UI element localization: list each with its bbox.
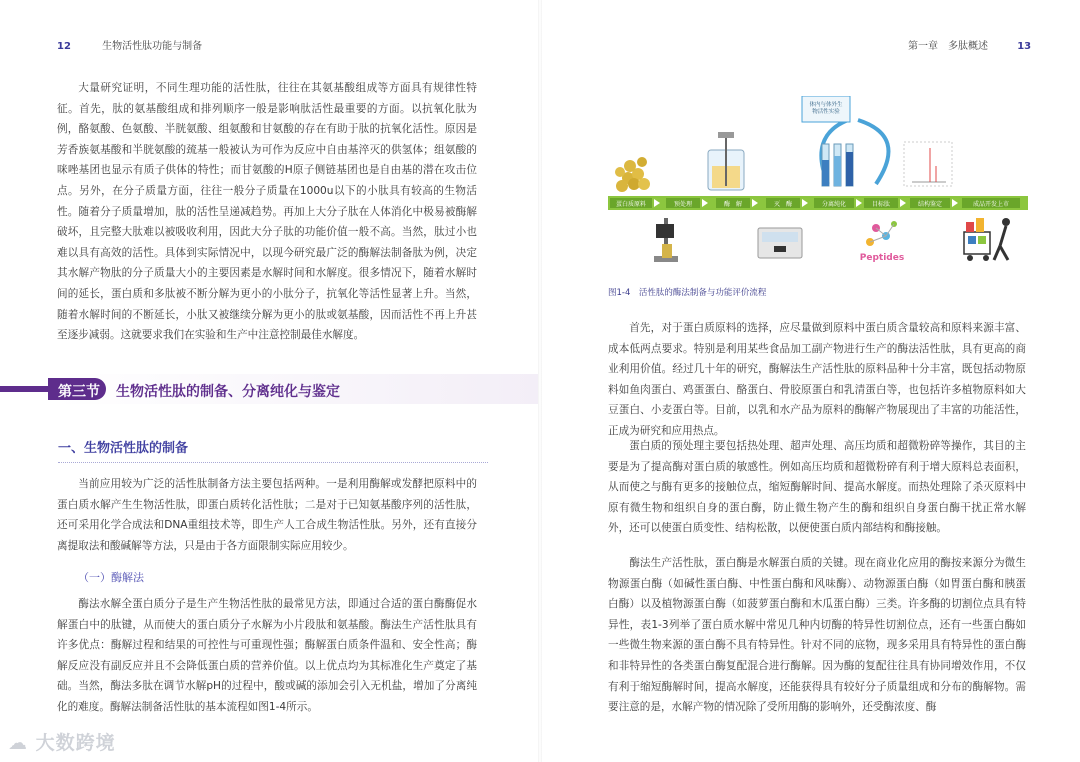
flow-step-label: 分离纯化 [821,201,847,208]
flow-step-label: 成品开发上市 [972,201,1010,208]
left-running-header [57,37,202,52]
right-paragraph-2: 蛋白质的预处理主要包括热处理、超声处理、高压均质和超微粉碎等操作，其目的主要是为了提高酶对蛋白质的敏感性。例如高压均质和超微粉碎有利于增大原料总表面积，从而使之与酶有更多的接触位点，缩短酶解时间、提高水解度。而热处理除了杀灭原料中原有微生物和组织自身的蛋白酶，防止微生物产生的酶和组织自身蛋白酶干扰正常水解外，还可以使蛋白质变性、结构松散，以便使蛋白质内部结构和酶接触。 [608,440,1026,535]
purification-columns-icon [822,144,853,186]
right-paragraph-3: 酶法生产活性肽，蛋白酶是水解蛋白质的关键。现在商业化应用的酶按来源分为微生物源蛋白酶（如碱性蛋白酶、中性蛋白酶和风味酶）、动物源蛋白酶（如胃蛋白酶和胰蛋白酶）以及植物源蛋白酶（如菠萝蛋白酶和木瓜蛋白酶）三类。许多酶的切割位点具有特异性，表1-3列举了蛋白质水解中常见几种内切酶的特异性切割位点，还有一些蛋白酶如一些微生物来源的蛋白酶不具有特异性。针对不同的底物，现多采用具有特异性的蛋白酶和非特异性的各类蛋白酶复配混合进行酶解。因为酶的复配往往具有协同增效作用，不仅有利于缩短酶解时间，提高水解度，还能获得具有较好分子质量组成和分布的酶解物。需要注意的是，水解产物的情况除了受所用酶的影响外，还受酶浓度、酶 [608,557,1026,714]
left-paragraph-2: 当前应用较为广泛的活性肽制备方法主要包括两种。一是利用酶解或发酵把原料中的蛋白质水解产生生物活性肽，即蛋白质转化活性肽；二是对于已知氨基酸序列的活性肽，还可采用化学合成法和DNA重组技术等，即生产人工合成生物活性肽。另外，还有直接分离提取法和酸碱解等方法，只是由于各方面限制实际应用较少。 [57,478,477,552]
soybean-icon [615,157,650,192]
flow-step-label: 目标肽 [871,201,891,208]
flow-step-label: 结构鉴定 [917,201,943,208]
right-header-title: 第一章 多肽概述 [908,41,988,52]
products-cart-icon [964,218,1010,261]
flow-step-label: 灭 酶 [773,201,793,208]
heading-2: 一、生物活性肽的制备 [58,437,488,463]
spectrum-chart-icon [904,142,952,186]
left-header-title: 生物活性肽功能与制备 [102,41,203,52]
loop-arrow-right [858,120,888,184]
section-title: 生物活性肽的制备、分离纯化与鉴定 [116,384,340,400]
water-bath-icon [758,228,802,258]
watermark-logo-icon: ☁ [8,732,28,754]
left-paragraph-1: 大量研究证明，不同生理功能的活性肽，往往在其氨基酸组成等方面具有规律性特征。首先，肽的氨基酸组成和排列顺序一般是影响肽活性最重要的方面。以抗氧化肽为例，酪氨酸、色氨酸、半胱氨酸、组氨酸和甘氨酸的存在有助于肽的抗氧化活性。原因是芳香族氨基酸和半胱氨酸的巯基一般被认为可作为反应中自由基淬灭的供氢体；组氨酸的咪唑基团也显示有质子供体的特性；而甘氨酸的H原子侧链基团也是自由基的潜在攻击位点。另外，在分子质量方面，往往一般分子质量在1000u以下的小肽具有较高的生物活性。随着分子质量增加，肽的活性呈递减趋势。再加上大分子肽在人体消化中极易被酶解破坏，且完整大肽难以被吸收利用，因此大分子肽的功能价值一般不高。当然，肽过小也难以具有高效的活性。具体到实际情况中，以现今研究最广泛的酶解法制备肽为例，决定其水解产物肽的分子质量大小的主要因素是水解时间和水解度。很多情况下，随着水解时间的延长，蛋白质和多肽被不断分解为更小的小肽分子，抗氧化等活性显著上升。当然，随着水解时间的不断延长，小肽又被继续分解为更小的肽或氨基酸，因而活性不再上升甚至逐步减弱。这就要求我们在实验和生产中注意控制最佳水解度。 [57,82,477,342]
right-page-number: 13 [1017,41,1032,52]
right-paragraph-1: 首先，对于蛋白质原料的选择，应尽量做到原料中蛋白质含量较高和原料来源丰富、成本低两点要求。特别是利用某些食品加工副产物进行生产的酶法活性肽，具有更高的商业利用价值。经过几十年的研究，酶解法生产活性肽的原料品种十分丰富，既包括动物原料如鱼肉蛋白、鸡蛋蛋白、酪蛋白、骨胶原蛋白和乳清蛋白等，也包括许多植物原料如大豆蛋白、小麦蛋白等。目前，以乳和水产品为原料的酶解产物展现出了丰富的功能活性，正成为研究和应用热点。 [608,322,1026,437]
flow-step-label: 蛋白质原料 [615,201,647,208]
watermark [8,728,116,755]
left-paragraph-3: 酶法水解全蛋白质分子是生产生物活性肽的最常见方法，即通过合适的蛋白酶酶促水解蛋白中的肽键，从而使大的蛋白质分子水解为小片段肽和氨基酸。酶法生产活性肽具有许多优点：酶解过程和结果的可控性与可重现性强；酶解蛋白质条件温和、安全性高；酶解反应没有副反应并且不会降低蛋白质的营养价值。以上优点均为其标准化生产奠定了基础。当然，酶法多肽在调节水解pH的过程中，酸或碱的添加会引入无机盐，增加了分离纯化的难度。酶解法制备活性肽的基本流程如图1-4所示。 [57,598,477,713]
flow-step-label: 预处理 [673,201,693,208]
section-tag: 第三节 [58,384,100,400]
left-page-number: 12 [57,41,71,52]
flow-step-label: 酶 解 [723,201,743,208]
watermark-text: 大数跨境 [35,732,116,754]
process-flow-figure [608,96,1028,276]
figure-caption: 图1-4 活性肽的酶法制备与功能评价流程 [608,288,767,298]
pretreatment-device-icon [654,218,678,262]
top-box-label: 体内与体外生物活性实验 [809,102,843,115]
reactor-icon [708,132,744,190]
peptides-label: Peptides [859,253,905,263]
right-running-header [908,37,1031,52]
section-banner [0,374,540,404]
heading-3: （一）酶解法 [78,571,144,584]
peptide-structure-icon [860,221,904,263]
